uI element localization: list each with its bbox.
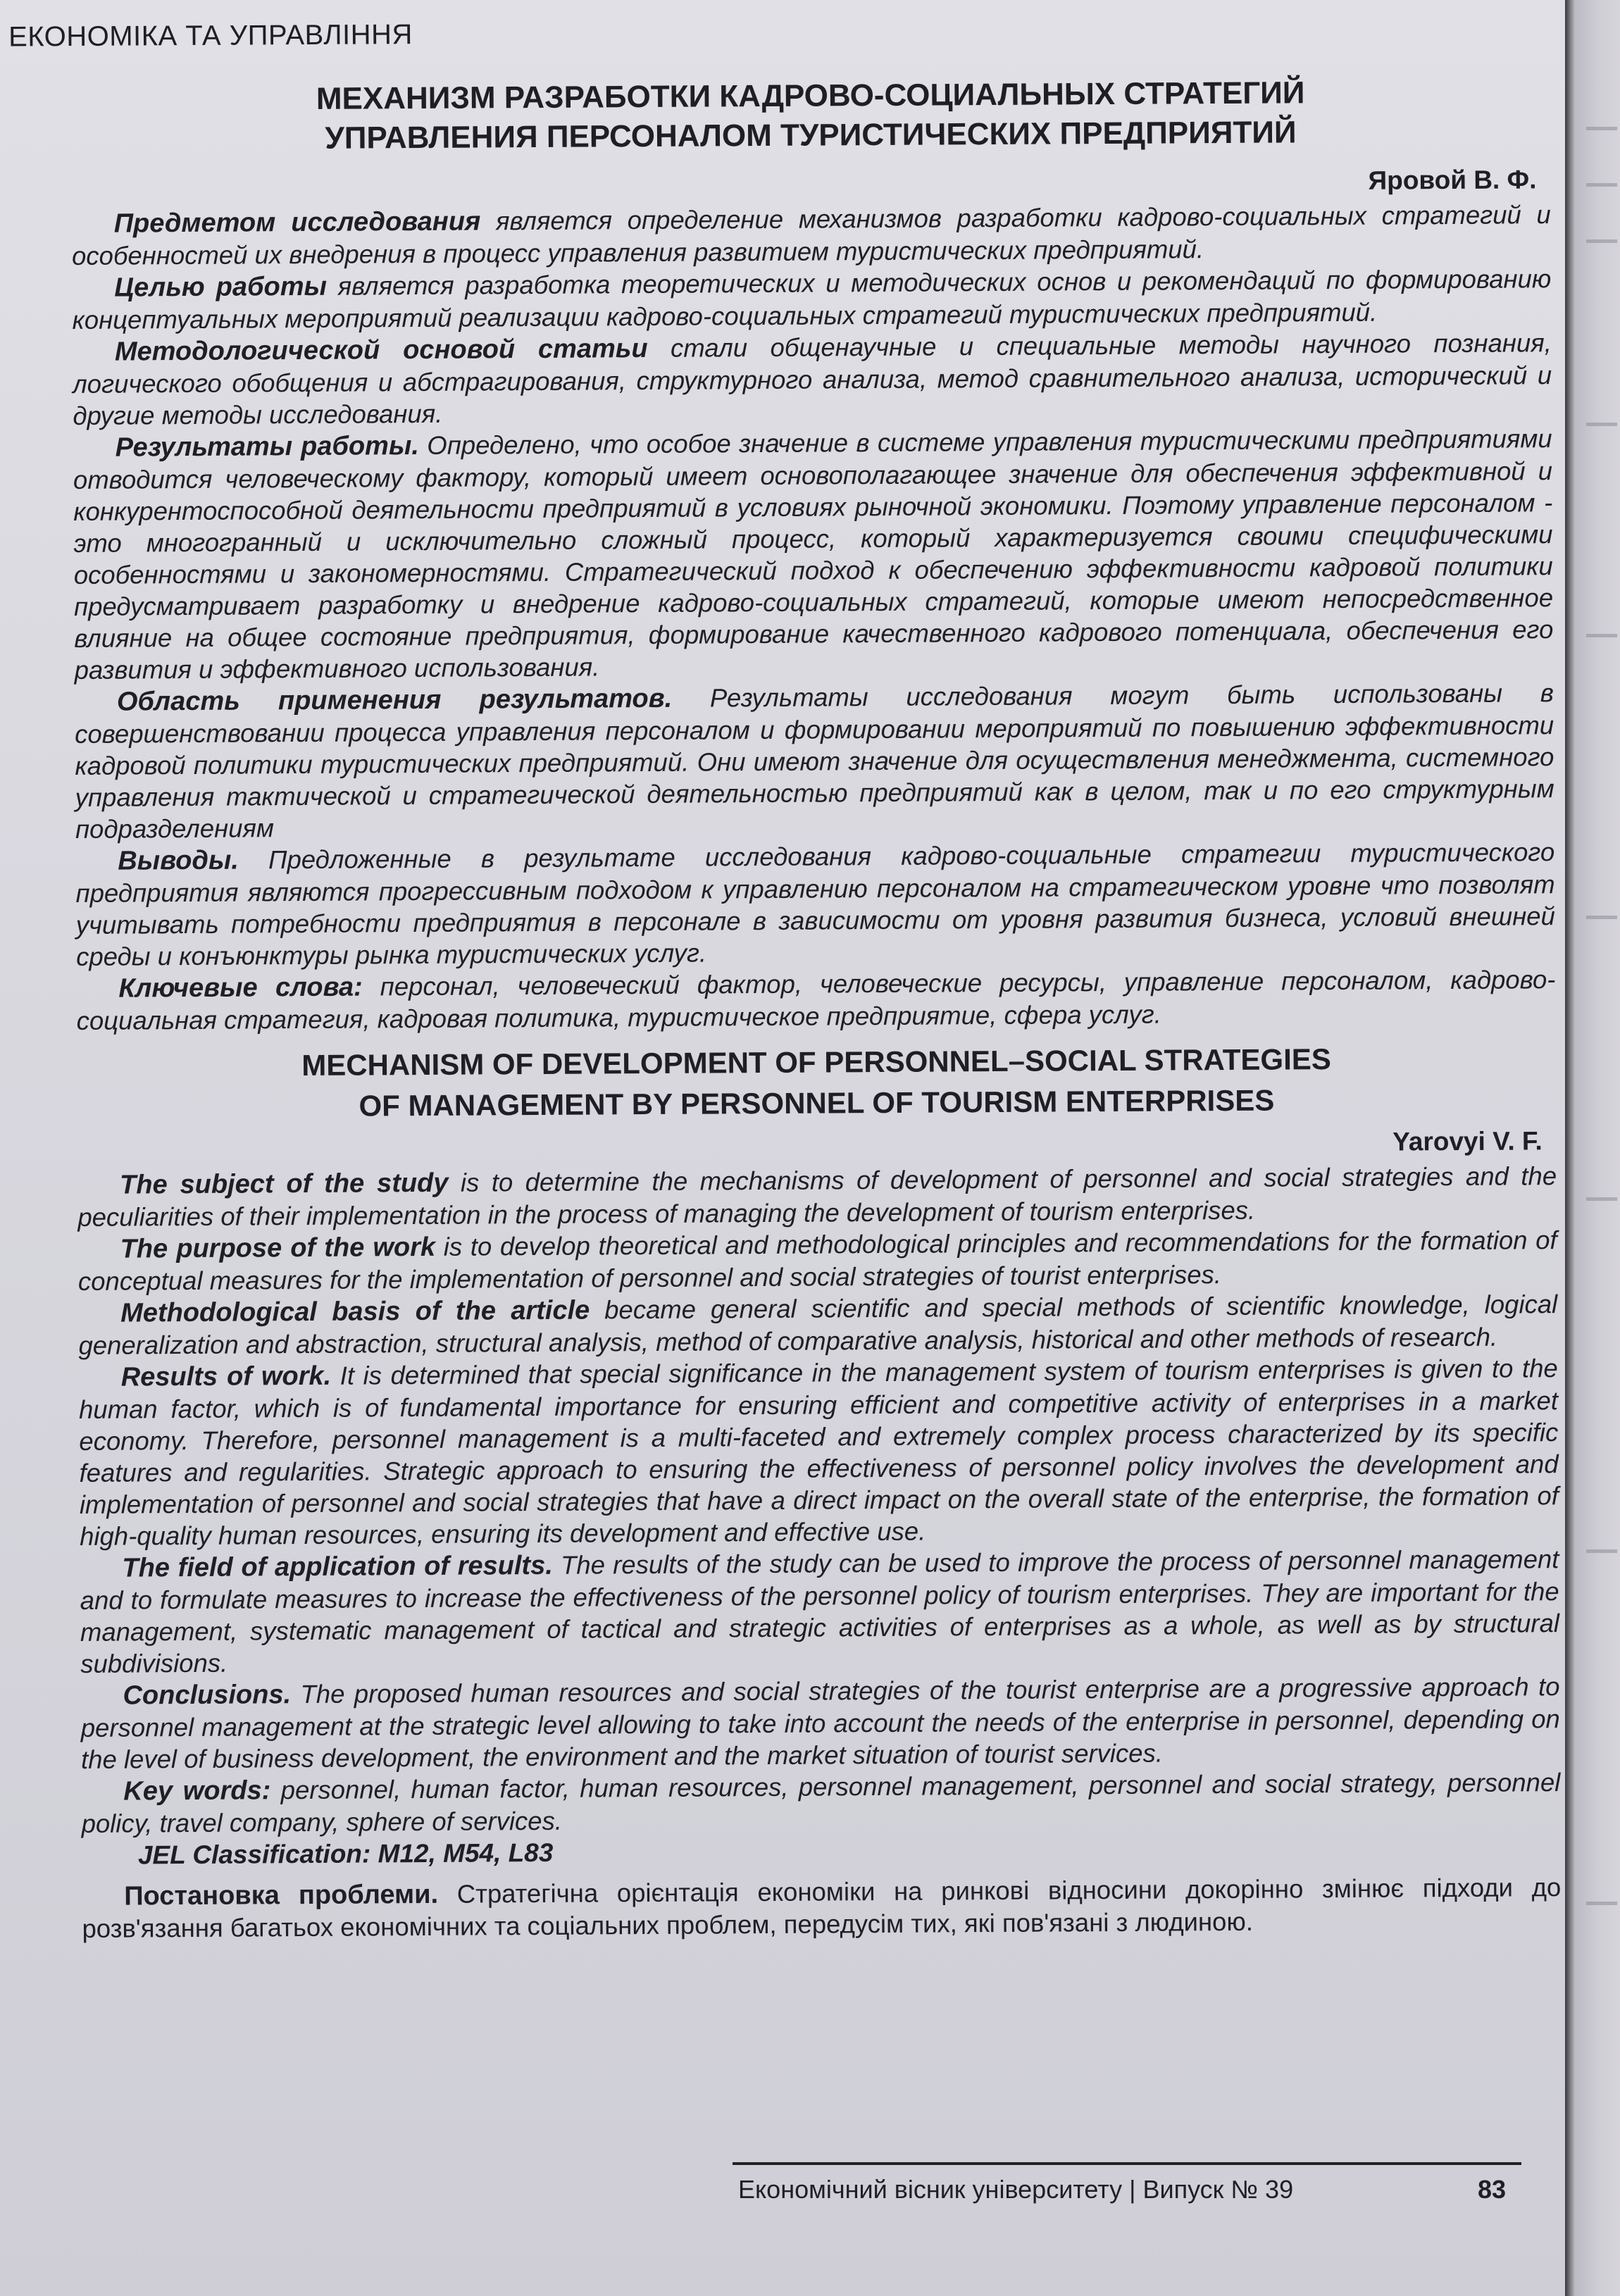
en-application-paragraph — [80, 1543, 1559, 1680]
ru-purpose-paragraph — [72, 263, 1552, 336]
paragraph-label: Conclusions. — [123, 1680, 292, 1711]
title-en-line-2: OF MANAGEMENT BY PERSONNEL OF TOURISM ENTERPRISES — [359, 1083, 1275, 1123]
paragraph-label: Выводы. — [118, 845, 239, 876]
page-footer — [738, 2175, 1506, 2204]
page-number: 83 — [1477, 2175, 1506, 2204]
author-ru: Яровой В. Ф. — [1368, 165, 1537, 195]
adjacent-text-line — [1586, 423, 1617, 426]
paragraph-label: Results of work. — [120, 1361, 332, 1392]
ru-conclusions-paragraph — [75, 836, 1555, 973]
en-conclusions-paragraph — [80, 1671, 1560, 1776]
paragraph-label: The field of application of results. — [122, 1550, 553, 1583]
en-keywords-paragraph — [81, 1766, 1561, 1840]
adjacent-text-line — [1586, 183, 1617, 187]
en-subject-paragraph — [77, 1160, 1557, 1233]
paragraph-text: Стратегічна орієнтація економіки на ринкові відносини докорінно змінює підходи до розв'язання багатьох економічних та соціальних проблем, передусім тих, які пов'язані з людиною. — [82, 1873, 1562, 1943]
adjacent-text-line — [1586, 1902, 1617, 1905]
paragraph-label: Предметом исследования — [113, 206, 481, 239]
title-ru — [71, 72, 1551, 160]
adjacent-text-line — [1586, 1549, 1617, 1553]
title-ru-line-1: МЕХАНИЗМ РАЗРАБОТКИ КАДРОВО-СОЦИАЛЬНЫХ СТРАТЕГИЙ — [316, 75, 1305, 116]
paragraph-label: Ключевые слова: — [118, 972, 363, 1004]
adjacent-text-line — [1586, 127, 1617, 130]
paragraph-text: персонал, человеческий фактор, человеческие ресурсы, управление персоналом, кадрово-социальная стратегия, кадровая политика, туристическое предприятие, сфера услуг. — [76, 965, 1556, 1035]
paragraph-label: Methodological basis of the article — [120, 1295, 590, 1328]
paragraph-text: The results of the study can be used to improve the process of personnel management and to formulate measures to increase the effectiveness of the personnel policy of tourism enterprises. They are important for the management, systematic management of tactical and strategic activities of enterprises as a whole, as well as by structural subdivisions. — [80, 1545, 1560, 1678]
paragraph-text: personnel, human factor, human resources, personnel management, personnel and social strategy, personnel policy, travel company, sphere of services. — [81, 1768, 1561, 1838]
en-methodology-paragraph — [78, 1288, 1558, 1361]
ru-keywords-paragraph — [76, 963, 1556, 1037]
ru-results-paragraph — [73, 423, 1554, 686]
ru-methodology-paragraph — [73, 327, 1552, 432]
author-en: Yarovyi V. F. — [1392, 1126, 1543, 1156]
paragraph-text: является разработка теоретических и методических основ и рекомендаций по формированию концептуальных мероприятий реализации кадрово-социальных стратегий туристических предприятий. — [72, 264, 1552, 335]
paragraph-label: Область применения результатов. — [116, 683, 673, 717]
section-label: ЕКОНОМІКА ТА УПРАВЛІННЯ — [8, 19, 413, 53]
en-purpose-paragraph — [78, 1224, 1558, 1297]
paragraph-label: Результаты работы. — [115, 430, 420, 463]
paragraph-text: became general scientific and special methods of scientific knowledge, logical generalization and abstraction, structural analysis, method of comparative analysis, historical and other methods of research. — [78, 1290, 1558, 1360]
paragraph-label: The purpose of the work — [120, 1232, 436, 1264]
adjacent-page-edge — [1565, 0, 1620, 2296]
abstract-ru — [72, 199, 1556, 1037]
adjacent-text-line — [1586, 916, 1617, 919]
journal-issue: Економічний вісник університету | Випуск № 39 — [738, 2175, 1294, 2204]
ru-subject-paragraph — [72, 199, 1552, 272]
paragraph-label: Целью работы — [114, 271, 328, 303]
title-ru-line-2: УПРАВЛЕНИЯ ПЕРСОНАЛОМ ТУРИСТИЧЕСКИХ ПРЕДПРИЯТИЙ — [325, 115, 1297, 156]
adjacent-text-line — [1586, 239, 1617, 243]
en-results-paragraph — [79, 1352, 1559, 1552]
page-content — [8, 12, 1562, 1945]
paragraph-text: It is determined that special significance in the management system of tourism enterprises is given to the human factor, which is of fundamental importance for ensuring efficient and competitive activity of enterprises in a market economy. Therefore, personnel management is a multi-faceted and extremely complex process characterized by its specific features and regularities. Strategic approach to ensuring the effectiveness of personnel policy involves the development and implementation of personnel and social strategies that have a direct impact on the overall state of the enterprise, the formation of high-quality human resources, ensuring its development and effective use. — [78, 1354, 1559, 1551]
title-en-line-1: MECHANISM OF DEVELOPMENT OF PERSONNEL–SOCIAL STRATEGIES — [301, 1042, 1331, 1083]
paragraph-text: Определено, что особое значение в системе управления туристическими предприятиями отводится человеческому фактору, который имеет основополагающее значение для обеспечения эффективной и конкурентоспособной деятельности предприятий в условиях рыночной экономики. Поэтому управление персоналом - это многогранный и исключительно сложный процесс, который характеризуется своими специфическими особенностями и закономерностями. Стратегический подход к обеспечению эффективности кадровой политики предусматривает разработку и внедрение кадрово-социальных стратегий, которые имеют непосредственное влияние на общее состояние предприятия, формирование качественного кадрового потенциала, обеспечения его развития и эффективного использования. — [73, 424, 1554, 685]
paragraph-label: Методологической основой статьи — [114, 334, 648, 367]
paragraph-text: Предложенные в результате исследования кадрово-социальные стратегии туристического предприятия являются прогрессивным подходом к управлению персоналом на стратегическом уровне что позволят учитывать потребности предприятия в персонале в зависимости от уровня развития бизнеса, условий внешней среды и конъюнктуры рынка туристических услуг. — [75, 837, 1555, 971]
title-en — [77, 1037, 1557, 1128]
ua-problem-paragraph — [82, 1871, 1562, 1945]
paragraph-text: is to develop theoretical and methodological principles and recommendations for the formation of conceptual measures for the implementation of personnel and social strategies of tourist enterprises. — [77, 1225, 1557, 1296]
paragraph-label: Key words: — [123, 1776, 271, 1807]
paragraph-text: The proposed human resources and social strategies of the tourist enterprise are a progressive approach to personnel management at the strategic level allowing to take into account the needs of the enterprise in personnel, depending on the level of business development, the environment and the market situation of tourist services. — [80, 1672, 1560, 1774]
adjacent-text-line — [1586, 634, 1617, 637]
adjacent-text-line — [1586, 1197, 1617, 1201]
paragraph-text: является определение механизмов разработки кадрово-социальных стратегий и особенностей их внедрения в процесс управления развитием туристических предприятий. — [71, 200, 1551, 270]
ru-application-paragraph — [75, 677, 1554, 845]
paragraph-label: Постановка проблеми. — [124, 1879, 439, 1911]
paragraph-text: Результаты исследования могут быть использованы в совершенствовании процесса управления персоналом и формировании мероприятий по повышению эффективности кадровой политики туристических предприятий. Они имеют значение для осуществления менеджмента, системного управления тактической и стратегической деятельностью предприятий как в целом, так и по его структурным подразделениям — [75, 678, 1554, 844]
abstract-en — [77, 1160, 1561, 1871]
jel-classification: JEL Classification: M12, M54, L83 — [137, 1838, 554, 1870]
paragraph-label: The subject of the study — [119, 1168, 449, 1200]
paragraph-text: стали общенаучные и специальные методы научного познания, логического обобщения и абстрагирования, структурного анализа, метод сравнительного анализа, исторический и другие методы исследования. — [73, 328, 1552, 430]
paragraph-text: is to determine the mechanisms of development of personnel and social strategies and the peculiarities of their implementation in the process of managing the development of tourism enterprises. — [77, 1161, 1557, 1232]
footer-divider — [733, 2162, 1521, 2165]
